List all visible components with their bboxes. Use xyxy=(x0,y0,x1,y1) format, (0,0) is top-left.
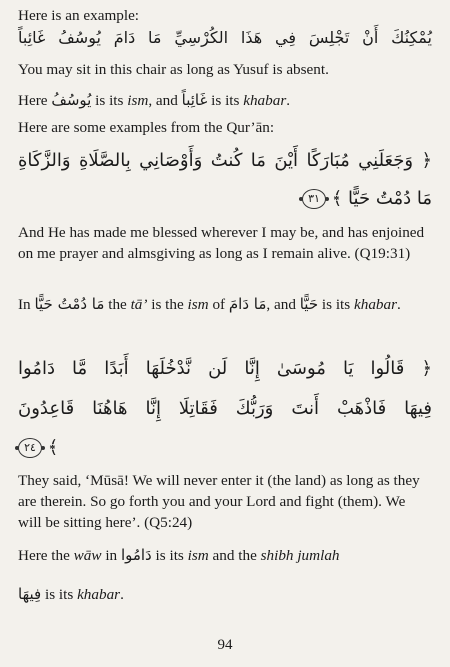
ayah-number-badge: ٣١ xyxy=(302,189,326,209)
verse2-line1: ﴿ قَالُوا يَا مُوسَىٰ إِنَّا لَن نَّدْخُلَهَا أَبَدًا مَّا دَامُوا xyxy=(18,358,432,379)
text-span: in xyxy=(105,547,118,564)
arabic-phrase: مَا دُمْتُ حَيًّا xyxy=(34,295,105,313)
term-khabar: khabar xyxy=(243,92,287,109)
ism-khabar-explanation xyxy=(18,90,432,111)
example-intro: Here is an example: xyxy=(18,7,140,24)
text-span: Here the xyxy=(18,547,70,564)
page-number: 94 xyxy=(217,637,233,653)
term-khabar: khabar xyxy=(353,296,398,313)
verse2-translation: They said, ‘Mūsā! We will never enter it (the land) as long as they are therein. So go forth you and your Lord and fight (them). We will be sitting here’. (Q5:24) xyxy=(18,472,420,531)
arabic-khabar: فِيهَا xyxy=(18,585,42,603)
term-ism: ism xyxy=(127,92,149,109)
verse2-line3: ﴾ xyxy=(47,437,59,458)
verse1-translation: And He has made me blessed wherever I may be, and has enjoined on me prayer and almsgiving as long as I remain alive. (Q19:31) xyxy=(18,224,425,262)
verse1-line1: ﴿ وَجَعَلَنِي مُبَارَكًا أَيْنَ مَا كُنتُ وَأَوْصَانِي بِالصَّلَاةِ وَالزَّكَاةِ xyxy=(18,150,432,171)
term-waw: wāw xyxy=(73,547,102,564)
text-span: is its xyxy=(321,296,351,313)
example-translation: You may sit in this chair as long as Yusuf is absent. xyxy=(18,61,329,78)
verse2-line3-group xyxy=(18,434,58,462)
term-ism: ism xyxy=(187,296,209,313)
arabic-khabar-word: غَائِباً xyxy=(181,91,208,109)
term-shibh-jumlah: shibh jumlah xyxy=(260,547,340,564)
example-arabic-sentence: يُمْكِنُكَ أَنْ تَجْلِسَ فِي هَذَا الكُرْسِيِّ مَا دَامَ يُوسُفُ غَائِباً xyxy=(18,28,432,47)
text-span: is its xyxy=(95,92,124,109)
text-span: is its xyxy=(44,586,74,603)
text-span: is its xyxy=(211,92,240,109)
verse1-analysis xyxy=(18,290,432,319)
quran-intro: Here are some examples from the Qur’ān: xyxy=(18,119,275,136)
term-khabar: khabar xyxy=(77,586,121,603)
text-span: is its xyxy=(155,547,184,564)
text-span: , and xyxy=(266,296,296,313)
term-ism: ism xyxy=(187,547,209,564)
term-ta: tā’ xyxy=(130,296,148,313)
text-span: of xyxy=(212,296,226,313)
text-span: . xyxy=(286,92,291,109)
verse1-line2: مَا دُمْتُ حَيًّا ﴾ xyxy=(331,188,432,209)
text-span: . xyxy=(397,296,401,313)
text-span: . xyxy=(120,586,124,603)
arabic-verb: مَا دَامَ xyxy=(228,295,267,313)
text-span: and the xyxy=(212,547,257,564)
verse2-line2: فِيهَا فَاذْهَبْ أَنتَ وَرَبُّكَ فَقَاتِلَا إِنَّا هَاهُنَا قَاعِدُونَ xyxy=(18,398,432,419)
arabic-khabar: حَيًّا xyxy=(299,295,319,313)
text-span: the xyxy=(108,296,127,313)
text-span: is the xyxy=(151,296,184,313)
ayah-number-badge: ٢٤ xyxy=(18,438,42,458)
text-span: , and xyxy=(148,92,178,109)
text-span: Here xyxy=(18,92,48,109)
verse2-analysis xyxy=(18,536,432,614)
text-span: In xyxy=(18,296,31,313)
arabic-verb: دَامُوا xyxy=(120,546,152,564)
verse1-line2-group xyxy=(302,184,432,214)
arabic-ism-word: يُوسُفُ xyxy=(51,91,92,109)
